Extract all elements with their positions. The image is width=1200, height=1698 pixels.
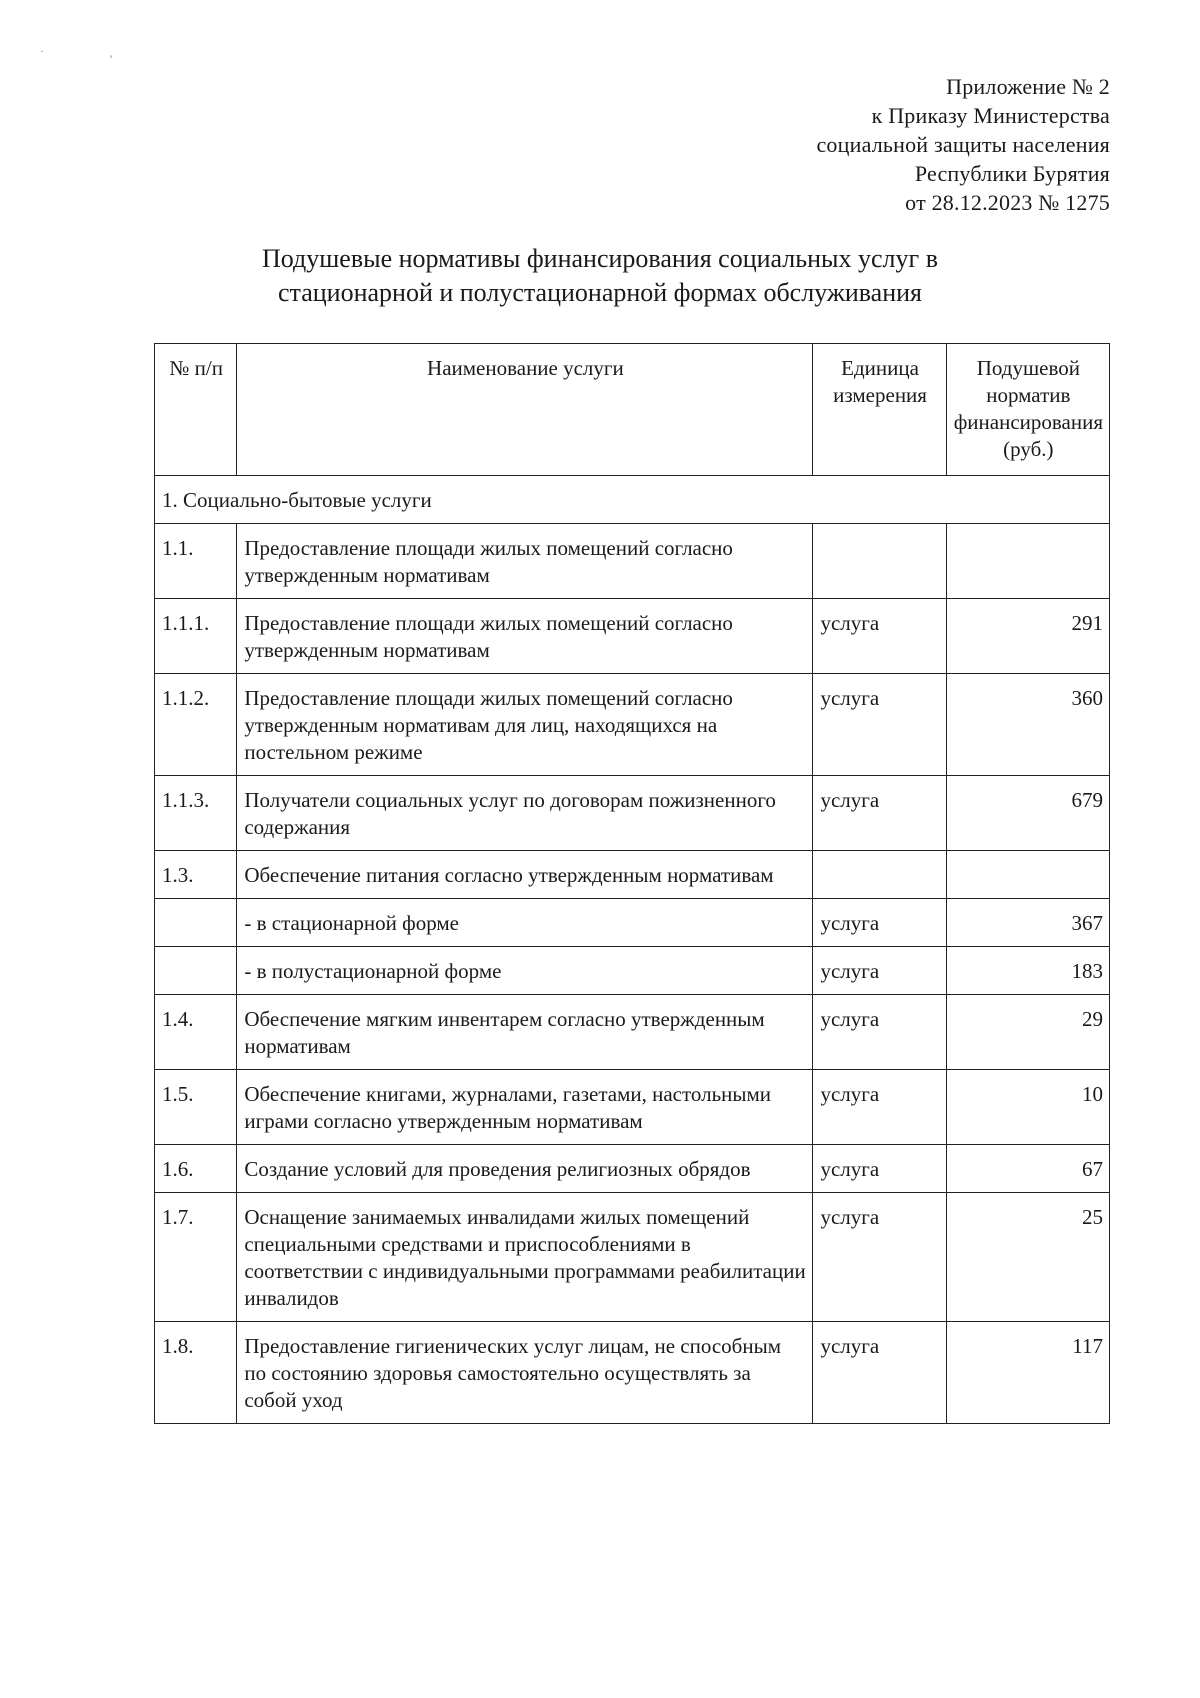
unit: услуга <box>813 947 946 995</box>
table-row <box>155 1193 1110 1322</box>
appendix-line: Республики Бурятия <box>914 161 1110 186</box>
service-name: Предоставление площади жилых помещений согласно утвержденным нормативам <box>237 524 813 599</box>
norm-value: 67 <box>946 1145 1109 1193</box>
norm-value <box>946 851 1109 899</box>
title-line-1: Подушевые нормативы финансирования социальных услуг в <box>262 244 938 273</box>
norm-value: 117 <box>946 1322 1109 1424</box>
row-number: 1.6. <box>155 1145 237 1193</box>
appendix-line: от 28.12.2023 № 1275 <box>905 190 1110 215</box>
norm-value: 29 <box>946 995 1109 1070</box>
unit: услуга <box>813 1322 946 1424</box>
norm-value: 367 <box>946 899 1109 947</box>
service-name: Оснащение занимаемых инвалидами жилых помещений специальными средствами и приспособлениями в соответствии с индивидуальными программами реабилитации инвалидов <box>237 1193 813 1322</box>
norms-table <box>154 343 1110 1424</box>
service-name: Обеспечение мягким инвентарем согласно утвержденным нормативам <box>237 995 813 1070</box>
column-header-name: Наименование услуги <box>237 344 813 476</box>
table-row <box>155 947 1110 995</box>
table-row <box>155 1322 1110 1424</box>
unit: услуга <box>813 674 946 776</box>
scan-speck: ' <box>110 52 113 66</box>
unit: услуга <box>813 599 946 674</box>
scan-speck: · <box>40 44 44 58</box>
norm-value: 360 <box>946 674 1109 776</box>
table-row <box>155 899 1110 947</box>
table-row <box>155 776 1110 851</box>
service-name: Предоставление площади жилых помещений согласно утвержденным нормативам <box>237 599 813 674</box>
row-number: 1.1.1. <box>155 599 237 674</box>
column-header-norm: Подушевой норматив финансирования (руб.) <box>946 344 1109 476</box>
unit: услуга <box>813 776 946 851</box>
unit: услуга <box>813 1193 946 1322</box>
row-number: 1.1.3. <box>155 776 237 851</box>
row-number: 1.4. <box>155 995 237 1070</box>
service-name: Получатели социальных услуг по договорам пожизненного содержания <box>237 776 813 851</box>
column-header-num: № п/п <box>155 344 237 476</box>
unit: услуга <box>813 995 946 1070</box>
appendix-header <box>510 72 1110 217</box>
service-name: - в стационарной форме <box>237 899 813 947</box>
row-number: 1.5. <box>155 1070 237 1145</box>
norm-value: 183 <box>946 947 1109 995</box>
document-title <box>150 242 1050 310</box>
service-name: Предоставление площади жилых помещений согласно утвержденным нормативам для лиц, находящихся на постельном режиме <box>237 674 813 776</box>
norm-value: 10 <box>946 1070 1109 1145</box>
column-header-unit: Единица измерения <box>813 344 946 476</box>
table-row <box>155 1070 1110 1145</box>
row-number: 1.3. <box>155 851 237 899</box>
service-name: Предоставление гигиенических услуг лицам, не способным по состоянию здоровья самостоятельно осуществлять за собой уход <box>237 1322 813 1424</box>
unit <box>813 524 946 599</box>
table-row <box>155 599 1110 674</box>
table-row <box>155 1145 1110 1193</box>
table-header-row <box>155 344 1110 476</box>
norm-value <box>946 524 1109 599</box>
row-number: 1.1. <box>155 524 237 599</box>
row-number <box>155 947 237 995</box>
unit <box>813 851 946 899</box>
section-title: 1. Социально-бытовые услуги <box>155 476 1110 524</box>
row-number: 1.1.2. <box>155 674 237 776</box>
appendix-line: социальной защиты населения <box>816 132 1110 157</box>
table-row <box>155 674 1110 776</box>
row-number: 1.8. <box>155 1322 237 1424</box>
unit: услуга <box>813 1145 946 1193</box>
service-name: - в полустационарной форме <box>237 947 813 995</box>
table-row <box>155 524 1110 599</box>
table-row <box>155 851 1110 899</box>
title-line-2: стационарной и полустационарной формах обслуживания <box>277 278 922 307</box>
unit: услуга <box>813 899 946 947</box>
norm-value: 25 <box>946 1193 1109 1322</box>
appendix-line: к Приказу Министерства <box>871 103 1110 128</box>
service-name: Обеспечение питания согласно утвержденным нормативам <box>237 851 813 899</box>
row-number <box>155 899 237 947</box>
table-row <box>155 995 1110 1070</box>
row-number: 1.7. <box>155 1193 237 1322</box>
norm-value: 679 <box>946 776 1109 851</box>
norm-value: 291 <box>946 599 1109 674</box>
service-name: Создание условий для проведения религиозных обрядов <box>237 1145 813 1193</box>
appendix-line: Приложение № 2 <box>946 74 1110 99</box>
section-row <box>155 476 1110 524</box>
unit: услуга <box>813 1070 946 1145</box>
service-name: Обеспечение книгами, журналами, газетами, настольными играми согласно утвержденным нормативам <box>237 1070 813 1145</box>
